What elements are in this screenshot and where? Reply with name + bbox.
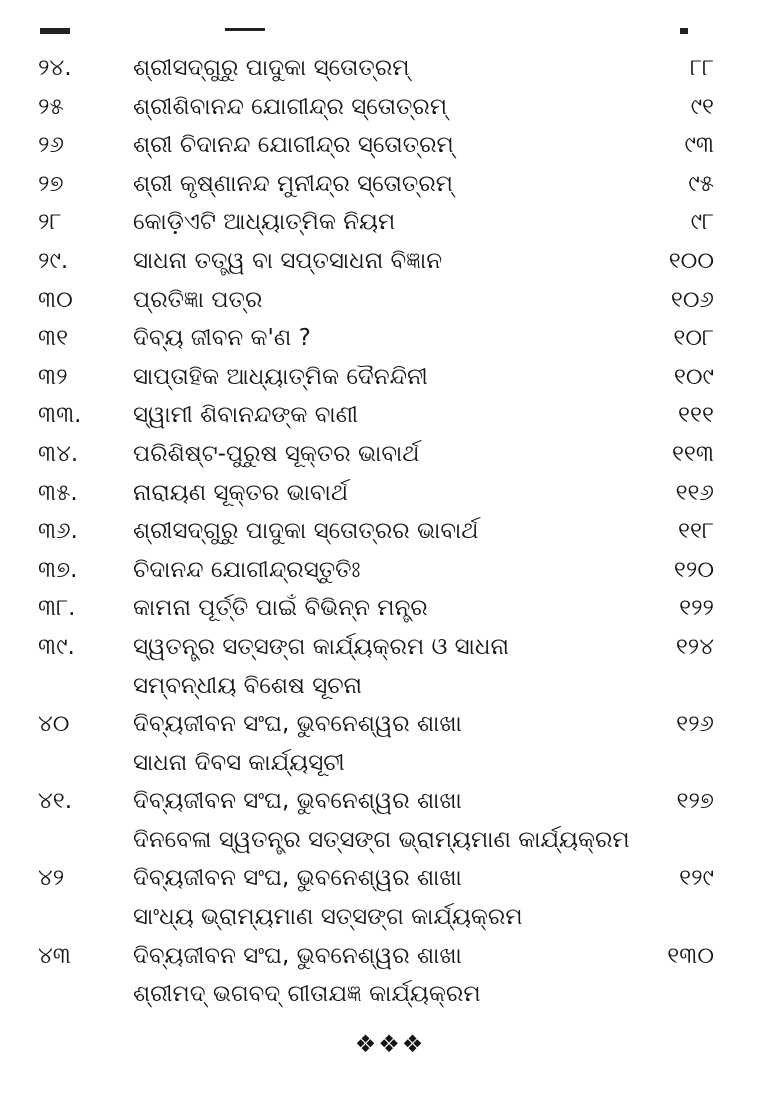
- entry-title: ସାପ୍ତାହିକ ଆଧ୍ୟାତ୍ମିକ ଦୈନନ୍ଦିନୀ: [133, 363, 428, 390]
- entry-page-number: ୧୨୪: [675, 633, 714, 660]
- entry-page-number: ୧୨୭: [676, 788, 714, 815]
- entry-page-number: ୧୧୮: [678, 518, 714, 545]
- toc-entry: [0, 165, 780, 204]
- toc-entry: [0, 512, 780, 551]
- entry-number: ୨୮: [38, 209, 62, 236]
- toc-entry: [0, 396, 780, 435]
- toc-entry: [0, 281, 780, 320]
- entry-page-number: ୧୦୬: [670, 286, 714, 313]
- toc-entry: [0, 705, 780, 744]
- entry-number: ୨୪.: [38, 55, 72, 81]
- toc-entry: [0, 435, 780, 474]
- entry-title: ଦିବ୍ୟ ଜୀବନ କ'ଣ ?: [133, 325, 311, 352]
- entry-number: ୩୬.: [38, 518, 78, 545]
- entry-title: ଶ୍ରୀଶିବାନନ୍ଦ ଯୋଗୀନ୍ଦ୍ର ସ୍ତୋତ୍ରମ୍: [133, 93, 448, 120]
- toc-entry: [0, 319, 780, 358]
- entry-number: ୩୨: [38, 363, 68, 390]
- entry-title: କାମନା ପୂର୍ତ୍ତି ପାଇଁ ବିଭିନ୍ନ ମନ୍ତ୍ର: [133, 595, 428, 622]
- clipped-previous-row: [0, 28, 780, 38]
- entry-number: ୩୯.: [38, 633, 75, 660]
- entry-number: ୩୭.: [38, 556, 78, 583]
- entry-number: ୪୨: [38, 865, 65, 892]
- entry-page-number: ୧୨୦: [673, 556, 714, 583]
- entry-title: ଦିବ୍ୟଜୀବନ ସଂଘ, ଭୁବନେଶ୍ୱର ଶାଖା: [133, 711, 462, 738]
- toc-entry: [0, 937, 780, 976]
- toc-entry: [0, 203, 780, 242]
- entry-page-number: ୧୦୯: [673, 363, 714, 390]
- entry-title: ନାରାୟଣ ସୂକ୍ତର ଭାବାର୍ଥ: [133, 479, 349, 506]
- entry-page-number: ୧୧୧: [678, 402, 714, 429]
- entry-title: ଶ୍ରୀସଦ୍‌ଗୁରୁ ପାଦୁକା ସ୍ତୋତ୍ରମ୍: [133, 55, 410, 81]
- toc-entry: [0, 628, 780, 667]
- entry-title: ସମ୍ବନ୍ଧୀୟ ବିଶେଷ ସୂଚନା: [133, 672, 363, 699]
- entry-title: ଚିଦାନନ୍ଦ ଯୋଗୀନ୍ଦ୍ରସ୍ତୁତିଃ: [133, 556, 361, 583]
- entry-page-number: ୧୧୩: [671, 440, 714, 467]
- entry-page-number: ୧୩୦: [667, 942, 714, 969]
- toc-entry: [0, 49, 780, 88]
- entry-page-number: ୯୧: [690, 93, 714, 120]
- toc-entry: [0, 358, 780, 397]
- entry-title: ଦିବ୍ୟଜୀବନ ସଂଘ, ଭୁବନେଶ୍ୱର ଶାଖା: [133, 865, 462, 892]
- entry-number: ୪୧.: [38, 788, 73, 815]
- entry-page-number: ୮୮: [689, 55, 714, 81]
- entry-number: ୩୮.: [38, 595, 76, 622]
- toc-entry: [0, 782, 780, 821]
- entry-number: ୪୦: [38, 711, 70, 738]
- entry-page-number: ୧୧୬: [675, 479, 714, 506]
- entry-title: ଶ୍ରୀ କୃଷ୍ଣାନନ୍ଦ ମୁନୀନ୍ଦ୍ର ସ୍ତୋତ୍ରମ୍: [133, 170, 453, 197]
- entry-title: ସାଧନା ତତ୍ତ୍ୱ ବା ସପ୍ତସାଧନା ବିଜ୍ଞାନ: [133, 247, 443, 274]
- entry-number: ୨୯.: [38, 247, 69, 274]
- toc-entry-continuation: [0, 821, 780, 860]
- entry-title: ସାଧନା ଦିବସ କାର୍ଯ୍ୟସୂଚୀ: [133, 749, 345, 776]
- entry-page-number: ୧୦୮: [673, 325, 714, 352]
- entry-title: ଦିବ୍ୟଜୀବନ ସଂଘ, ଭୁବନେଶ୍ୱର ଶାଖା: [133, 788, 462, 815]
- entry-number: ୩୪.: [38, 440, 79, 467]
- entry-title: ଦିବ୍ୟଜୀବନ ସଂଘ, ଭୁବନେଶ୍ୱର ଶାଖା: [133, 942, 462, 969]
- entry-title: ଶ୍ରୀ ଚିଦାନନ୍ଦ ଯୋଗୀନ୍ଦ୍ର ସ୍ତୋତ୍ରମ୍: [133, 132, 454, 159]
- entry-number: ୨୬: [38, 132, 64, 159]
- entry-title: ପରିଶିଷ୍ଟ-ପୁରୁଷ ସୂକ୍ତର ଭାବାର୍ଥ: [133, 440, 420, 467]
- entry-page-number: ୧୨୨: [679, 595, 714, 622]
- entry-number: ୩୧: [38, 325, 69, 352]
- toc-entry: [0, 589, 780, 628]
- entry-title: ଦିନବେଳା ସ୍ୱତନ୍ତ୍ର ସତ୍‌ସଙ୍ଗ ଭ୍ରାମ୍ୟମାଣ କାର୍ଯ୍ୟକ୍ରମ: [133, 826, 630, 853]
- entry-title: ସ୍ୱତନ୍ତ୍ର ସତ୍‌ସଙ୍ଗ କାର୍ଯ୍ୟକ୍ରମ ଓ ସାଧନା: [133, 633, 509, 660]
- entry-title: କୋଡ଼ିଏଟି ଆଧ୍ୟାତ୍ମିକ ନିୟମ: [133, 209, 396, 236]
- entry-title: ସ୍ୱାମୀ ଶିବାନନ୍ଦଙ୍କ ବାଣୀ: [133, 402, 359, 429]
- toc-entry: [0, 474, 780, 513]
- toc-entry-continuation: [0, 744, 780, 783]
- entry-number: ୩୦: [38, 286, 73, 313]
- ornament-divider: ❖❖❖: [354, 1030, 426, 1058]
- entry-number: ୪୩: [38, 942, 71, 969]
- toc-entry-continuation: [0, 667, 780, 706]
- entry-number: ୩୩.: [38, 402, 82, 429]
- toc-entry-continuation: [0, 975, 780, 1014]
- entry-title: ପ୍ରତିଜ୍ଞା ପତ୍ର: [133, 286, 263, 313]
- toc-entry: [0, 126, 780, 165]
- entry-page-number: ୧୨୯: [679, 865, 714, 892]
- entry-page-number: ୯୩: [684, 132, 714, 159]
- toc-entry: [0, 859, 780, 898]
- entry-title: ଶ୍ରୀମଦ୍ ଭଗବଦ୍ ଗୀତାଯଜ୍ଞ କାର୍ଯ୍ୟକ୍ରମ: [133, 981, 481, 1008]
- entry-title: ଶ୍ରୀସଦ୍‌ଗୁରୁ ପାଦୁକା ସ୍ତୋତ୍ରର ଭାବାର୍ଥ: [133, 518, 479, 545]
- entry-number: ୨୫: [38, 93, 64, 120]
- toc-entry: [0, 242, 780, 281]
- entry-title: ସାଂଧ୍ୟ ଭ୍ରାମ୍ୟମାଣ ସତ୍‌ସଙ୍ଗ କାର୍ଯ୍ୟକ୍ରମ: [133, 904, 523, 931]
- toc-entry-continuation: [0, 898, 780, 937]
- table-of-contents: [0, 49, 780, 1014]
- toc-entry: [0, 551, 780, 590]
- entry-page-number: ୧୦୦: [668, 247, 714, 274]
- entry-page-number: ୧୨୬: [676, 711, 714, 738]
- entry-page-number: ୯୮: [690, 209, 714, 236]
- entry-number: ୨୭: [38, 170, 64, 197]
- entry-page-number: ୯୫: [688, 170, 714, 197]
- entry-number: ୩୫.: [38, 479, 78, 506]
- toc-entry: [0, 88, 780, 127]
